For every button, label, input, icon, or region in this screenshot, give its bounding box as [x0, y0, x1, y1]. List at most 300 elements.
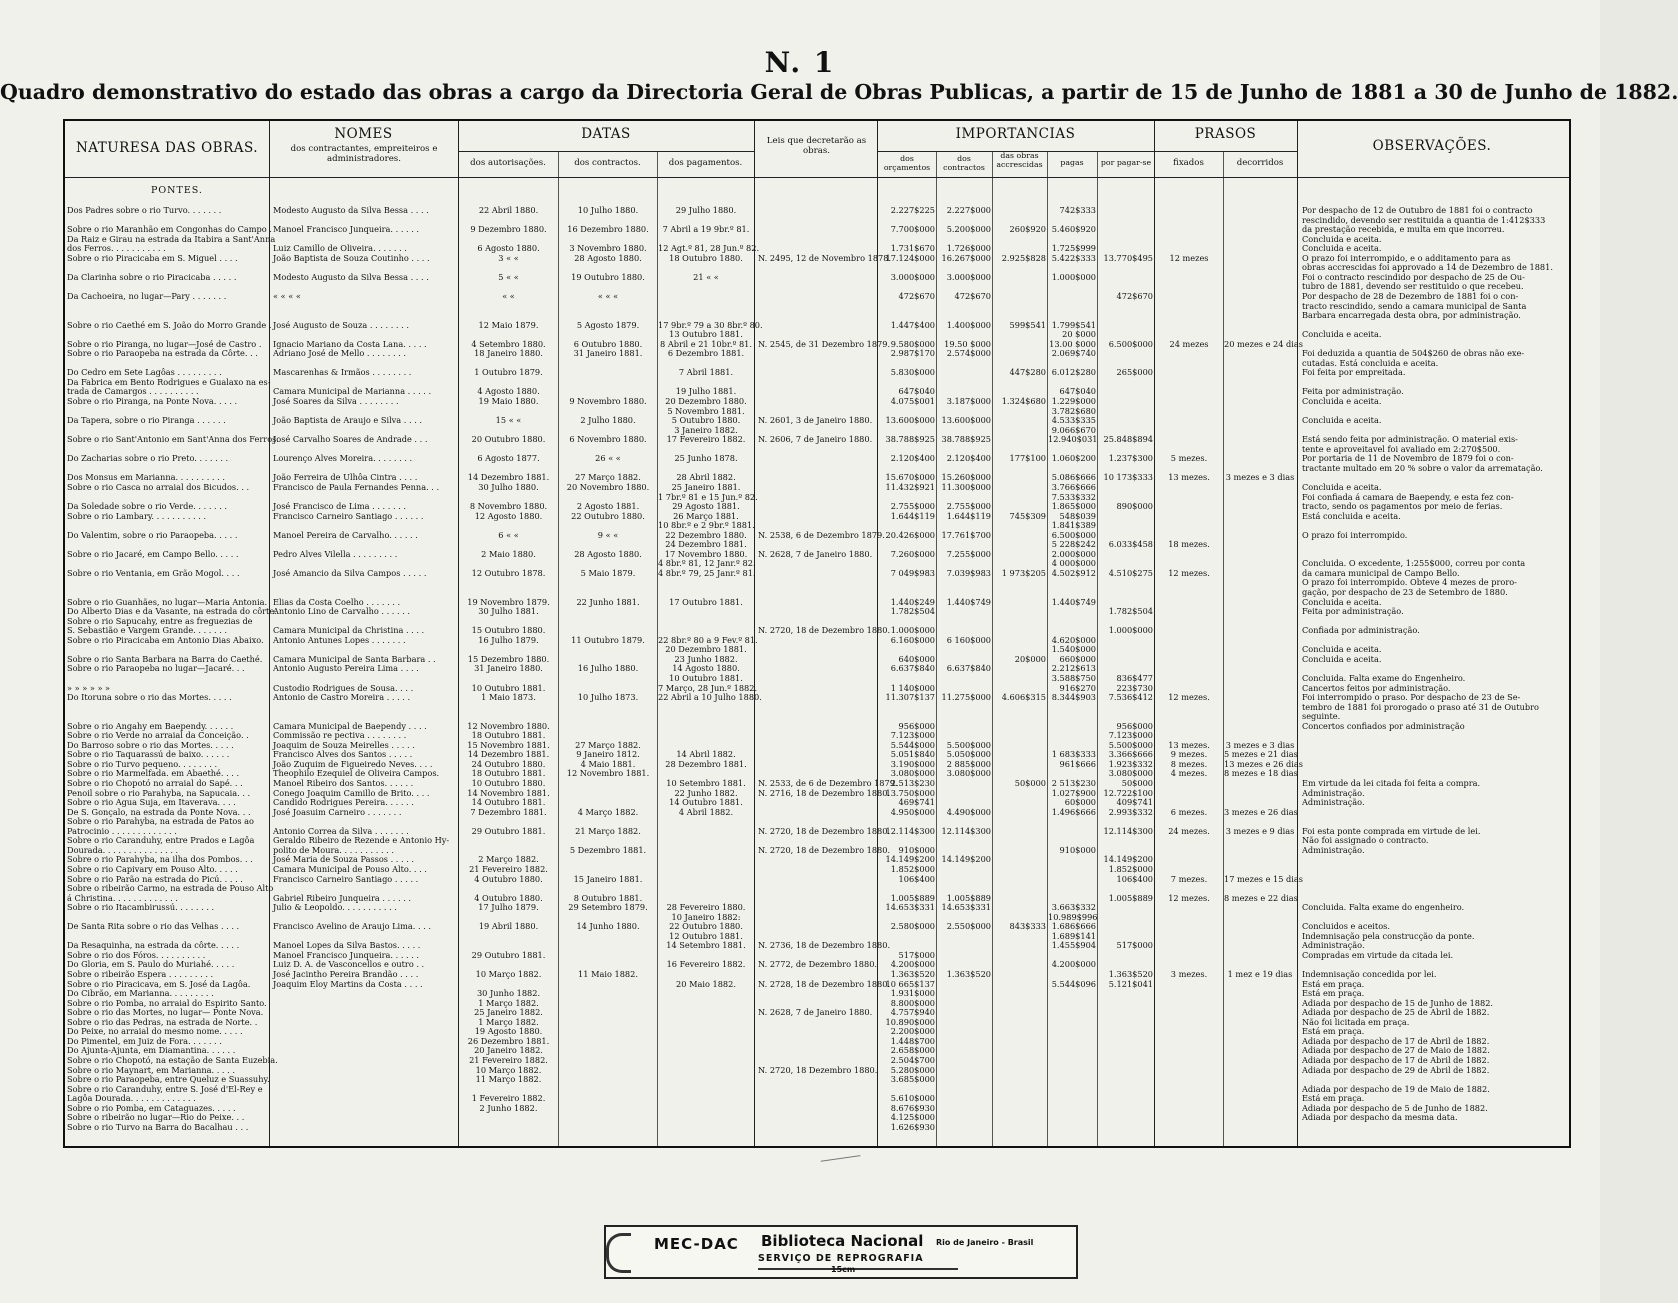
stamp-library: Biblioteca Nacional — [761, 1232, 924, 1250]
table-row — [65, 1103, 1569, 1113]
cell-nome: Antonio Augusto Pereira Lima . . . . — [273, 663, 419, 674]
cell-aut: 8 Novembro 1880. — [469, 501, 548, 512]
cell-orc: 2.580$000 — [890, 921, 935, 932]
cell-obra: Sobre o rio Paraopeba na estrada da Côrte. . . — [67, 348, 258, 359]
table-row — [65, 1084, 1569, 1094]
cell-nome: Pedro Alves Vilella . . . . . . . . . — [273, 548, 398, 559]
header-datas: DATAS — [581, 126, 631, 142]
cell-obra: Do Ajunta-Ajunta, em Diamantina. . . . . . — [67, 1045, 236, 1056]
cell-aut: 30 Julho 1881. — [478, 606, 539, 617]
cell-pagas: 5.422$333 — [1051, 252, 1096, 263]
cell-ctr: 5.500$000 — [946, 739, 991, 750]
cell-orc: 4.200$000 — [890, 959, 935, 970]
table-row — [65, 367, 1569, 377]
cell-pag: 28 Dezembro 1881. — [665, 758, 747, 769]
cell-aut: 19 Abril 1880. — [478, 921, 539, 932]
cell-pag: 29 Julho 1880. — [675, 205, 737, 215]
cell-ppag: 956$000 — [1116, 720, 1153, 731]
cell-ppag: 7.536$412 — [1108, 692, 1153, 703]
table-row — [65, 778, 1569, 788]
table-row — [65, 749, 1569, 759]
cell-pagas: 1.000$000 — [1051, 271, 1096, 282]
cell-obs: Concluida e aceita. — [1302, 644, 1382, 655]
cell-acr: 177$100 — [1009, 453, 1046, 464]
cell-obra: Da Resaquinha, na estrada da côrte. . . . . — [67, 940, 240, 951]
cell-orc: 2.658$000 — [890, 1045, 935, 1056]
cell-obra: Sobre o rio Caranduhy, entre S. José d'El-Rey e — [67, 1083, 263, 1094]
cell-contr: 2 Julho 1880. — [580, 415, 636, 426]
cell-obra: De S. Gonçalo, na estrada da Ponte Nova. . . — [67, 806, 251, 817]
cell-obra: Sobre o ribeirão no lugar—Rio do Peixe. . . — [67, 1112, 245, 1123]
cell-pagas: 1.229$000 — [1051, 396, 1096, 406]
cell-ctr: 2.755$000 — [946, 501, 991, 512]
cell-ctr: 4.490$000 — [946, 806, 991, 817]
table-row — [65, 1007, 1569, 1017]
cell-orc: 4.757$940 — [890, 1007, 935, 1018]
cell-orc: 5.610$000 — [890, 1093, 935, 1104]
cell-contr: 5 Dezembro 1881. — [569, 844, 647, 855]
cell-orc: 1.852$000 — [890, 863, 935, 874]
header-prasos-fix: fixados — [1173, 158, 1204, 168]
cell-obs: tracto, sendo os pagamentos por meio de ferias. — [1302, 501, 1503, 512]
cell-pagas: 1.686$666 — [1051, 921, 1096, 932]
cell-obra: Sobre o ribeirão Carmo, na estrada de Pouso Alto — [67, 883, 274, 894]
cell-nome: Mascarenhas & Irmãos . . . . . . . . — [273, 367, 412, 378]
cell-nome: José Joasuim Carneiro . . . . . . . — [273, 806, 402, 817]
cell-contr: 14 Junho 1880. — [576, 921, 640, 932]
cell-pag: 19 Julho 1881. — [675, 386, 737, 397]
cell-aut: 10 Outubro 1881. — [471, 682, 546, 693]
cell-aut: 5 « « — [498, 271, 519, 282]
cell-obs: Feita por administração. — [1302, 386, 1404, 397]
header-observacoes: OBSERVAÇÕES. — [1372, 138, 1492, 154]
header-rule — [1154, 151, 1297, 152]
cell-orc: 4.125$000 — [890, 1112, 935, 1123]
cell-obs: Concluida. O excedente, 1:255$000, correu por conta — [1302, 558, 1526, 569]
cell-obra: Sobre o rio Capivary em Pouso Alto. . . . . — [67, 863, 238, 874]
cell-contr: 21 Março 1882. — [575, 825, 641, 836]
cell-obra: Sobre o rio Turvo na Barra do Bacalhau . . . — [67, 1121, 249, 1132]
cell-ctr: 3.000$000 — [946, 271, 991, 282]
stamp-service: SERVIÇO DE REPROGRAFIA — [758, 1253, 924, 1264]
cell-ctr: 14.653$331 — [941, 902, 991, 913]
cell-pagas: 4.620$000 — [1051, 634, 1096, 645]
cell-dec: 3 mezes e 3 dias — [1225, 472, 1295, 483]
cell-obra: Sobre o rio Maranhão em Congonhas do Campo . — [67, 224, 272, 235]
cell-pagas: 3.782$680 — [1051, 405, 1096, 416]
cell-obs: Adiada por despacho de 17 de Abril de 1882. — [1302, 1054, 1490, 1065]
cell-ctr: 11.300$000 — [941, 481, 991, 492]
cell-ppag: 106$400 — [1116, 873, 1153, 884]
cell-lei: N. 2720, 18 de Dezembro 1880. — [758, 625, 891, 636]
cell-aut: 3 « « — [498, 252, 519, 263]
cell-pag: 12 Agt.º 81, 28 Jun.º 82. — [658, 243, 760, 254]
cell-aut: 21 Fevereiro 1882. — [469, 1054, 548, 1065]
cell-pag: 29 Agosto 1881. — [672, 501, 740, 512]
signature-mark — [820, 1147, 861, 1161]
cell-pag: 14 Abril 1882. — [676, 749, 736, 760]
cell-pag: 22 Junho 1882. — [674, 787, 738, 798]
cell-pag: 22 Outubro 1880. — [669, 921, 743, 932]
cell-obra: Sobre o rio Agua Suja, em Itaverava. . . . — [67, 797, 236, 808]
cell-obs: Está sendo feita por administração. O material exis- — [1302, 434, 1518, 445]
table-row — [65, 1036, 1569, 1046]
header-prasos: PRASOS — [1194, 126, 1257, 142]
cell-aut: 31 Janeiro 1880. — [474, 663, 543, 674]
cell-ppag: 12.722$100 — [1103, 787, 1153, 798]
cell-obra: Sobre o rio Turvo pequeno. . . . . . . . — [67, 758, 218, 769]
cell-obs: O prazo foi interrompido. — [1302, 529, 1408, 540]
cell-pagas: 910$000 — [1059, 844, 1096, 855]
cell-pag: 13 Outubro 1881. — [669, 329, 743, 340]
cell-obra: Dos Monsus em Marianna. . . . . . . . . . — [67, 472, 225, 483]
cell-obs: Administração. — [1302, 844, 1365, 855]
cell-obs: Adiada por despacho de 25 de Abril de 1882. — [1302, 1007, 1490, 1018]
cell-pagas: 6.500$000 — [1051, 529, 1096, 540]
header-natureza: NATURESA DAS OBRAS. — [75, 140, 259, 156]
cell-aut: 12 Maio 1879. — [478, 319, 539, 330]
table-row — [65, 1026, 1569, 1036]
cell-aut: 29 Outubro 1881. — [471, 949, 546, 960]
table-row — [65, 243, 1569, 253]
cell-pagas: 3.588$750 — [1051, 672, 1096, 683]
cell-ppag: 1.923$332 — [1108, 758, 1153, 769]
cell-contr: 31 Janeiro 1881. — [573, 348, 643, 359]
cell-acr: 843$333 — [1009, 921, 1046, 932]
table-row — [65, 472, 1569, 482]
cell-contr: 20 Novembro 1880. — [566, 481, 650, 492]
cell-contr: 27 Março 1882. — [575, 472, 641, 483]
cell-aut: 12 Agosto 1880. — [474, 510, 543, 521]
cell-obra: Sobre o rio Angahy em Baependy. . . . . . — [67, 720, 234, 731]
cell-obra: Lagôa Dourada. . . . . . . . . . . . . — [67, 1093, 196, 1104]
header-imp-acr: das obras accrescidas — [996, 151, 1043, 169]
cell-obra: Da Clarinha sobre o rio Piracicaba . . . . . — [67, 271, 237, 282]
cell-obra: Da Cachoeira, no lugar—Pary . . . . . . . — [67, 290, 227, 301]
cell-obs: Foi interrompido o praso. Por despacho de 23 de Se- — [1302, 692, 1521, 703]
table-row — [65, 301, 1569, 311]
cell-obra: Sobre o rio Guanhães, no lugar—Maria Antonia. — [67, 596, 268, 607]
cell-obs: Concluida e aceita. — [1302, 415, 1382, 426]
table-row — [65, 931, 1569, 941]
cell-lei: N. 2601, 3 de Janeiro 1880. — [758, 415, 873, 426]
cell-obra: Do Alberto Dias e da Vasante, na estrada do côrte. — [67, 606, 277, 617]
cell-orc: 1.626$930 — [890, 1121, 935, 1132]
cell-lei: N. 2606, 7 de Janeiro 1880. — [758, 434, 873, 445]
cell-obs: Foi deduzida a quantia de 504$260 de obras não exe- — [1302, 348, 1525, 359]
cell-acr: 50$000 — [1014, 778, 1046, 788]
cell-aut: 1 Maio 1873. — [481, 692, 536, 703]
cell-nome: « « « « — [273, 290, 301, 301]
cell-dec: 1 mez e 19 dias — [1227, 969, 1293, 979]
cell-obs: Adiada por despacho da mesma data. — [1302, 1112, 1458, 1123]
cell-ppag: 1.005$889 — [1108, 892, 1153, 903]
cell-contr: 6 Outubro 1880. — [573, 338, 643, 349]
cell-ctr: 17.761$700 — [941, 529, 991, 540]
cell-obra: Sobre o rio Chopotó, na estação de Santa Euzebia. — [67, 1054, 278, 1065]
cell-pag: 22 8br.º 80 a 9 Fev.º 81. — [658, 634, 758, 645]
cell-lei: N. 2628, 7 de Janeiro 1880. — [758, 548, 873, 559]
table-row — [65, 396, 1569, 406]
table-row — [65, 234, 1569, 244]
cell-obra: De Santa Rita sobre o rio das Velhas . . . . — [67, 921, 240, 932]
cell-ctr: 1.644$119 — [946, 510, 991, 521]
cell-pag: 5 Outubro 1880. — [671, 415, 741, 426]
cell-obs: tembro de 1881 foi prorogado o praso até 31 de Outubro — [1302, 701, 1539, 712]
cell-orc: 1 140$000 — [890, 682, 935, 693]
table-row — [65, 520, 1569, 530]
cell-nome: João Ferreira de Ulhôa Cintra . . . . — [273, 472, 418, 483]
cell-obs: Concluidos e aceitos. — [1302, 921, 1390, 932]
cell-dec: 8 mezes e 18 dias — [1224, 768, 1298, 779]
cell-obra: Sobre o rio Lambary. . . . . . . . . . . — [67, 510, 207, 521]
cell-contr: 16 Julho 1880. — [577, 663, 639, 674]
cell-acr: 20$000 — [1014, 653, 1046, 664]
cell-aut: 15 Dezembro 1880. — [467, 653, 550, 664]
table-row — [65, 673, 1569, 683]
cell-lei: N. 2495, 12 de Novembro 1878. — [758, 252, 892, 263]
table-row — [65, 1017, 1569, 1027]
cell-nome: Camara Municipal de Marianna . . . . . — [273, 386, 432, 397]
table-row — [65, 587, 1569, 597]
cell-orc: 6.160$000 — [890, 634, 935, 645]
header-imp-contr: dos contractos — [943, 154, 985, 172]
cell-ctr: 14.149$200 — [941, 854, 991, 865]
cell-obra: Sobre o rio das Pedras, na estrada de Norte. . — [67, 1016, 258, 1027]
cell-fix: 8 mezes. — [1170, 758, 1208, 769]
header-imp-pagas: pagas — [1060, 158, 1084, 167]
cell-aut: 15 Outubro 1880. — [471, 625, 546, 636]
cell-dec: 3 mezes e 26 dias — [1224, 806, 1298, 817]
cell-orc: 10 665$137 — [885, 978, 935, 989]
cell-nome: Francisco de Paula Fernandes Penna. . . — [273, 481, 440, 492]
cell-ppag: 1.363$520 — [1108, 969, 1153, 979]
table-row — [65, 339, 1569, 349]
table-row — [65, 539, 1569, 549]
cell-obs: tente e aproveitavel foi avaliado em 2:270$500. — [1302, 443, 1501, 454]
cell-pag: 1 7br.º 81 e 15 Jun.º 82. — [658, 491, 758, 502]
table-row — [65, 969, 1569, 979]
cell-nome: Geraldo Ribeiro de Rezende e Antonio Hy- — [273, 835, 450, 846]
cell-ppag: 836$477 — [1116, 672, 1153, 683]
cell-obs: Concluida e aceita. — [1302, 653, 1382, 664]
cell-nome: Antonio Correa da Silva . . . . . . . — [273, 825, 409, 836]
cell-aut: 10 Março 1882. — [475, 1064, 542, 1075]
cell-dec: 3 mezes e 3 dias — [1225, 739, 1295, 750]
cell-aut: 4 Agosto 1880. — [477, 386, 540, 397]
cell-nome: Camara Municipal da Christina . . . . — [273, 625, 425, 636]
cell-obs: Está em praça. — [1302, 1093, 1365, 1104]
cell-dec: 8 mezes e 22 dias — [1224, 892, 1298, 903]
cell-obs: gação, por despacho de 23 de Setembro de 1880. — [1302, 587, 1508, 597]
cell-ppag: 1.782$504 — [1108, 606, 1153, 617]
cell-ctr: 6.637$840 — [946, 663, 991, 674]
cell-aut: 16 Julho 1879. — [478, 634, 539, 645]
cell-ppag: 3.366$666 — [1108, 749, 1153, 760]
cell-contr: 27 Março 1882. — [575, 739, 641, 750]
cell-ctr: 11.275$000 — [941, 692, 991, 703]
table-row — [65, 759, 1569, 769]
cell-pag: 4 8br.º 81, 12 Janr.º 82. — [658, 558, 756, 569]
table-row — [65, 597, 1569, 607]
cell-pag: 28 Fevereiro 1880. — [666, 902, 746, 913]
table-row — [65, 959, 1569, 969]
table-row — [65, 1055, 1569, 1065]
cell-nome: Lourenço Alves Moreira. . . . . . . . — [273, 453, 413, 464]
cell-nome: José Jacintho Pereira Brandão . . . . — [273, 969, 419, 979]
cell-ppag: 7.123$000 — [1108, 730, 1153, 741]
cell-obs: da camara municipal de Campo Bello. — [1302, 567, 1460, 578]
cell-obs: Concertos confiados por administração — [1302, 720, 1465, 731]
cell-obs: O prazo foi interrompido, e o additamento para as — [1302, 252, 1511, 263]
cell-pag: 10 Outubro 1881. — [669, 672, 743, 683]
cell-pagas: 1.060$200 — [1051, 453, 1096, 464]
cell-obra: Sobre o rio Pomba, em Cataguazes. . . . . — [67, 1102, 236, 1113]
table-row — [65, 386, 1569, 396]
cell-contr: 9 Janeiro 1812. — [576, 749, 640, 760]
cell-fix: 4 mezes. — [1170, 768, 1208, 779]
cell-obs: Adiada por despacho de 5 de Junho de 1882. — [1302, 1102, 1488, 1113]
cell-pag: 26 Março 1881. — [673, 510, 739, 521]
cell-ppag: 12.114$300 — [1103, 825, 1153, 836]
cell-dec: 5 mezes e 21 dias — [1224, 749, 1298, 760]
cell-ppag: 1.000$000 — [1108, 625, 1153, 636]
cell-lei: N. 2545, de 31 Dezembro 1879. — [758, 338, 891, 349]
cell-nome: Commissão re pectiva . . . . . . . . — [273, 730, 407, 741]
cell-obra: S. Sebastião e Vargem Grande. . . . . . . — [67, 625, 228, 636]
cell-pag: 24 Dezembro 1881. — [665, 539, 747, 550]
cell-pagas: 916$270 — [1059, 682, 1096, 693]
cell-acr: 1.324$680 — [1001, 396, 1046, 406]
cell-pag: 7 Abril 1881. — [678, 367, 734, 378]
table-row — [65, 482, 1569, 492]
cell-obs: Em virtude da lei citada foi feita a compra. — [1302, 778, 1481, 788]
cell-obs: Por despacho de 28 de Dezembro de 1881 foi o con- — [1302, 290, 1519, 301]
cell-pag: 14 Outubro 1881. — [669, 797, 743, 808]
cell-pagas: 1.841$389 — [1051, 520, 1096, 531]
cell-aut: 1 Fevereiro 1882. — [471, 1093, 546, 1104]
table-row — [65, 463, 1569, 473]
cell-nome: polito de Moura. . . . . . . . . . . — [273, 844, 394, 855]
cell-ctr: 1.726$000 — [946, 243, 991, 254]
cell-contr: 5 Agosto 1879. — [576, 319, 640, 330]
cell-contr: 2 Agosto 1881. — [576, 501, 640, 512]
cell-orc: 12.114$300 — [885, 825, 935, 836]
cell-ppag: 3.080$000 — [1108, 768, 1153, 779]
cell-nome: Manoel Lopes da Silva Bastos. . . . . — [273, 940, 421, 951]
cell-nome: Elias da Costa Coelho . . . . . . . — [273, 596, 401, 607]
cell-obs: Barbara encarregada desta obra, por administração. — [1302, 310, 1521, 321]
cell-nome: José Maria de Souza Passos . . . . . — [273, 854, 415, 865]
cell-obs: Foi esta ponte comprada em virtude de lei. — [1302, 825, 1481, 836]
cell-ppag: 10 173$333 — [1103, 472, 1153, 483]
header-bottom-rule — [65, 177, 1569, 178]
cell-pagas: 5.544$096 — [1051, 978, 1096, 989]
cell-pag: 8 Abril e 21 10br.º 81. — [660, 338, 752, 349]
document-title: Quadro demonstrativo do estado das obras a cargo da Directoria Geral de Obras Publicas, a partir de 15 de Junho de 1881 a 30 de Junho de 1882. — [0, 80, 1678, 104]
cell-orc: 20.426$000 — [885, 529, 935, 540]
cell-obra: Sobre o rio Santa Barbara na Barra do Caethé. — [67, 653, 263, 664]
cell-orc: 14.653$331 — [885, 902, 935, 913]
cell-obra: Do Itoruna sobre o rio das Mortes. . . . . — [67, 692, 232, 703]
table-row — [65, 406, 1569, 416]
cell-obs: Concluida e aceita. — [1302, 596, 1382, 607]
cell-obs: Está em praça. — [1302, 1026, 1365, 1037]
table-row — [65, 281, 1569, 291]
cell-obra: Do Gloria, em S. Paulo do Muriahé. . . . . — [67, 959, 235, 970]
table-row — [65, 205, 1569, 215]
cell-nome: Conego Joaquim Camillo de Brito. . . . — [273, 787, 430, 798]
cell-aut: 21 Fevereiro 1882. — [469, 863, 548, 874]
cell-aut: 18 Outubro 1881. — [471, 730, 546, 741]
cell-orc: 1.644$119 — [890, 510, 935, 521]
table-row — [65, 921, 1569, 931]
cell-obra: Da Fabrica em Bento Rodrigues e Gualaxo na es- — [67, 376, 271, 387]
cell-pagas: 13.00 $000 — [1049, 338, 1096, 349]
cell-nome: José Francisco de Lima . . . . . . . — [273, 501, 406, 512]
table-row — [65, 1074, 1569, 1084]
cell-obra: Sobre o rio Taquarassú de baixo. . . . . . — [67, 749, 230, 760]
cell-obra: Sobre o rio Piracicaba em Antonio Dias Abaixo. — [67, 634, 264, 645]
cell-contr: 10 Julho 1873. — [577, 692, 639, 703]
header-nomes: NOMES — [334, 126, 393, 142]
cell-nome: Luiz Camillo de Oliveira. . . . . . . — [273, 243, 407, 254]
cell-aut: 18 Janeiro 1880. — [474, 348, 543, 359]
table-row — [65, 721, 1569, 731]
cell-orc: 15.670$000 — [885, 472, 935, 483]
cell-fix: 7 mezes. — [1170, 873, 1208, 884]
cell-orc: 1.363$520 — [890, 969, 935, 979]
cell-orc: 2.755$000 — [890, 501, 935, 512]
cell-pagas: 1.725$999 — [1051, 243, 1096, 254]
cell-obra: Do Peixe, no arraial do mesmo nome. . . . . — [67, 1026, 243, 1037]
cell-orc: 2.513$230 — [890, 778, 935, 788]
table-row — [65, 797, 1569, 807]
cell-orc: 5.051$840 — [890, 749, 935, 760]
cell-obra: » » » » » » — [67, 682, 111, 693]
cell-obs: da prestação recebida, e multa em que incorreu. — [1302, 224, 1505, 235]
cell-obra: Do Cedro em Sete Lagôas . . . . . . . . . — [67, 367, 222, 378]
table-row — [65, 358, 1569, 368]
cell-orc: 17.124$000 — [885, 252, 935, 263]
cell-pag: 16 Fevereiro 1882. — [666, 959, 746, 970]
cell-obra: Do Valentim, sobre o rio Paraopeba. . . . . — [67, 529, 238, 540]
cell-aut: 14 Outubro 1881. — [471, 797, 546, 808]
cell-lei: N. 2720, 18 de Dezembro 1880. — [758, 844, 891, 855]
table-row — [65, 654, 1569, 664]
table-row — [65, 511, 1569, 521]
cell-ctr: 1.005$889 — [946, 892, 991, 903]
cell-dec: 13 mezes e 26 dias — [1224, 758, 1304, 769]
cell-contr: 4 Maio 1881. — [580, 758, 636, 769]
cell-ppag: 265$000 — [1116, 367, 1153, 378]
cell-ppag: 5.500$000 — [1108, 739, 1153, 750]
cell-orc: 7 049$983 — [890, 567, 935, 578]
cell-nome: Camara Municipal de Santa Barbara . . — [273, 653, 436, 664]
cell-obra: Sobre o rio Caranduhy, entre Prados e Lagôa — [67, 835, 255, 846]
cell-ppag: 2.993$332 — [1108, 806, 1153, 817]
cell-obs: Concluida. Falta exame do Engenheiro. — [1302, 672, 1466, 683]
cell-obs: obras accrescidas foi approvado a 14 de Dezembro de 1881. — [1302, 262, 1553, 273]
cell-ctr: 2.227$000 — [946, 205, 991, 215]
cell-obs: Não foi licitada em praça. — [1302, 1016, 1410, 1027]
table-row — [65, 663, 1569, 673]
cell-pag: 10 8br.º e 2 9br.º 1881. — [658, 520, 755, 531]
cell-obs: Indemnisação concedida por lei. — [1302, 969, 1437, 979]
table-row — [65, 711, 1569, 721]
table-row — [65, 979, 1569, 989]
cell-pagas: 6.012$280 — [1051, 367, 1096, 378]
